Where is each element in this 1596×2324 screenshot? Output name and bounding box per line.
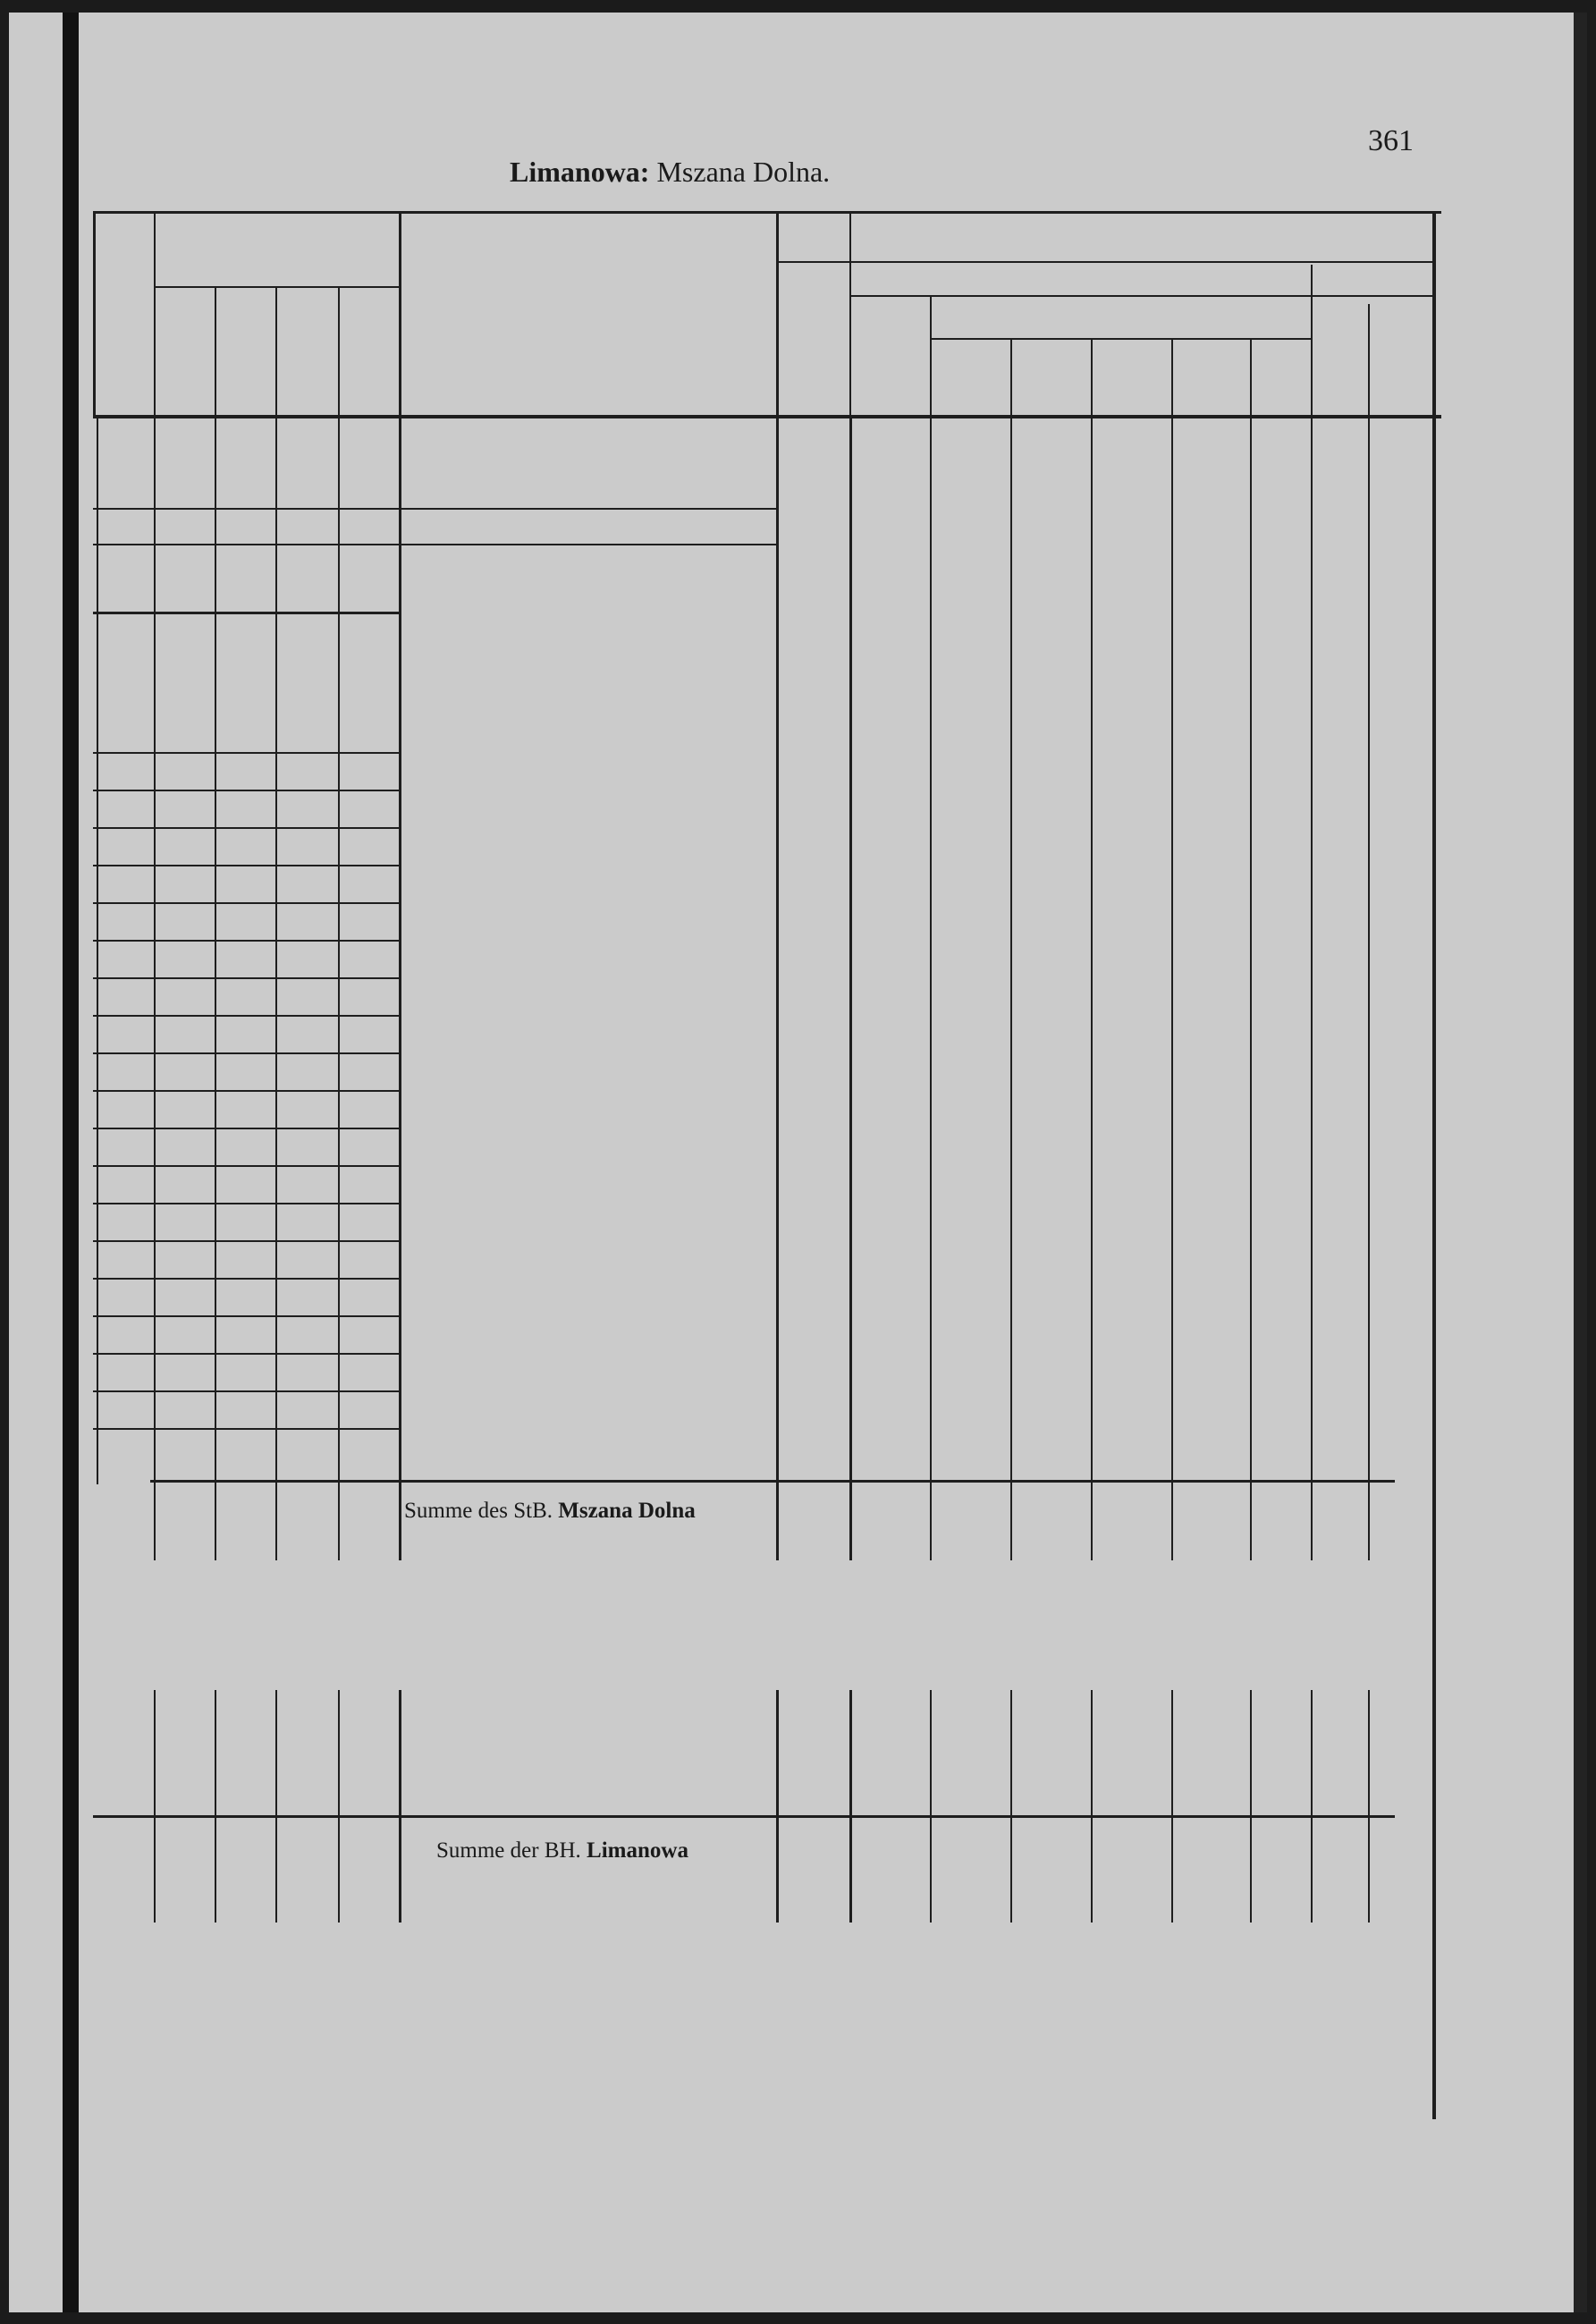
- gg-cell-schweine: [338, 941, 392, 978]
- body-area-rule-8: [1368, 418, 1370, 1560]
- og-cell-hutw: [1171, 511, 1243, 544]
- rekap-summe-gross: [1311, 1833, 1361, 1869]
- gg-cell-rinder: [215, 866, 268, 903]
- body-area-rule-2: [930, 418, 932, 1560]
- page-number: 361: [1368, 124, 1414, 157]
- gg-cell-pferde: [154, 903, 207, 941]
- gg-cell-schafe: [275, 1053, 331, 1091]
- table-left-rule: [93, 211, 96, 415]
- page-title: [510, 156, 1136, 189]
- og-row-name: [411, 511, 769, 544]
- gg-cell-schafe: [275, 866, 331, 903]
- og-cell-pferde: [154, 511, 207, 544]
- rekap-sum-rule: [93, 1815, 1395, 1818]
- total-stb-wald: [1250, 1493, 1304, 1529]
- rekap-cell-wald: [1250, 1735, 1304, 1769]
- rekap-lead-dot: [98, 1735, 152, 1770]
- section-gutsgebiete: [183, 675, 398, 707]
- rekap-area-rule-8: [1368, 1690, 1370, 1923]
- rekap-summe-rinder: [215, 1833, 268, 1869]
- page-edge-shadow: [1574, 13, 1587, 2312]
- gg-cell-rinder: [215, 1091, 268, 1128]
- total-stb-schafe: [275, 1493, 331, 1529]
- gg-cell-rinder: [215, 1391, 268, 1429]
- rekap-viehstand-rule-2: [275, 1690, 277, 1923]
- og-row-name: [411, 476, 769, 508]
- og-summe-schweine: [338, 565, 392, 597]
- header-steuerpflichtig: [849, 300, 930, 411]
- gg-row-nr: [98, 1279, 152, 1316]
- rekap-cell-steuer: [849, 1770, 923, 1804]
- total-stb-fabr: [1368, 1493, 1420, 1529]
- gg-cell-pferde: [154, 1241, 207, 1279]
- og-cell-steuer: [849, 476, 923, 508]
- rekap-cell-schweine: [338, 1735, 392, 1769]
- body-name-left-rule: [399, 418, 401, 1560]
- header-fabriken: [1368, 300, 1432, 411]
- rekap-cell-hutw: [1171, 1735, 1243, 1769]
- header-areal: [849, 265, 1311, 295]
- gg-row-nr: [98, 1354, 152, 1391]
- rekap-viehstand-rule-1: [215, 1690, 216, 1923]
- gg-cell-schafe: [275, 828, 331, 866]
- gg-cell-schafe: [275, 1391, 331, 1429]
- davon-subrule: [930, 338, 1311, 340]
- gg-cell-rinder: [215, 715, 268, 753]
- gg-cell-rinder: [215, 1166, 268, 1204]
- total-stb-schweine: [338, 1493, 392, 1529]
- og-cell-fabr: [1368, 511, 1420, 544]
- gg-cell-schweine: [338, 978, 392, 1016]
- header-davon: [930, 302, 1311, 334]
- gg-cell-rinder: [215, 1016, 268, 1053]
- gg-row-nr: [98, 866, 152, 903]
- section-ortsgemeinden: [170, 434, 402, 466]
- gg-cell-schafe: [275, 941, 331, 978]
- header-hutw: [1171, 344, 1250, 411]
- header-schweine: [338, 295, 399, 411]
- header-wiesen: [1010, 344, 1091, 411]
- rekap-cell-gaerten: [1091, 1770, 1164, 1804]
- rekap-cell-wiesen: [1010, 1735, 1084, 1769]
- gg-cell-pferde: [154, 828, 207, 866]
- gg-cell-schafe: [275, 753, 331, 790]
- gg-row-nr: [98, 1166, 152, 1204]
- gg-cell-pferde: [154, 978, 207, 1016]
- og-cell-rinder: [215, 476, 268, 508]
- og-cell-schafe: [275, 511, 331, 544]
- og-cell-gross: [1311, 476, 1361, 508]
- og-cell-rinder: [215, 511, 268, 544]
- rekap-summe-label: [436, 1833, 776, 1869]
- og-row-rule: [93, 544, 776, 545]
- gg-row-nr: [98, 1053, 152, 1091]
- header-katastralgemeinden: [776, 220, 1432, 256]
- gg-summe-schweine: [338, 1435, 392, 1471]
- og-cell-wiesen: [1010, 476, 1084, 508]
- header-bezirk-line3: [399, 324, 776, 354]
- gg-cell-pferde: [154, 866, 207, 903]
- gg-row-nr: [98, 1241, 152, 1279]
- og-cell-wiesen: [1010, 511, 1084, 544]
- header-wald: [1250, 344, 1311, 411]
- gg-row-nr: [98, 828, 152, 866]
- gg-cell-schweine: [338, 1091, 392, 1128]
- body-area-rule-6: [1250, 418, 1252, 1560]
- total-stb-pferde: [154, 1493, 207, 1529]
- gg-cell-pferde: [154, 753, 207, 790]
- total-stb-gross: [1311, 1493, 1361, 1529]
- rekap-name-rule: [399, 1690, 401, 1923]
- rekap-summe-label-prefix: Summe der BH.: [436, 1838, 587, 1863]
- gg-row-nr: [98, 1391, 152, 1429]
- og-cell-fabr: [1368, 476, 1420, 508]
- gg-cell-rinder: [215, 941, 268, 978]
- gg-row-nr: [98, 715, 152, 753]
- rekap-summe-hutw: [1171, 1833, 1243, 1869]
- gg-cell-rinder: [215, 1354, 268, 1391]
- rekap-area-rule-6: [1250, 1690, 1252, 1923]
- header-grossgrund: [1311, 300, 1368, 411]
- header-pferde: [154, 295, 215, 411]
- gg-cell-schafe: [275, 978, 331, 1016]
- rekap-cell-gaerten: [1091, 1735, 1164, 1769]
- body-area-rule-7: [1311, 418, 1313, 1560]
- gg-cell-schafe: [275, 1316, 331, 1354]
- gg-row-nr: [98, 1091, 152, 1128]
- rekap-area-rule-0: [776, 1690, 779, 1923]
- header-schafe: [275, 295, 338, 411]
- og-cell-ganzen: [776, 476, 842, 508]
- rekap-cell-ganzen: [776, 1770, 842, 1804]
- binding-shadow: [63, 13, 79, 2312]
- header-gaerten: [1091, 344, 1171, 411]
- gg-cell-pferde: [154, 715, 207, 753]
- header-anzahl: [1311, 268, 1432, 293]
- gg-cell-schweine: [338, 1053, 392, 1091]
- gg-cell-pferde: [154, 941, 207, 978]
- anzahl-subrule: [1311, 295, 1432, 297]
- rekap-row-name: [408, 1735, 765, 1769]
- rekap-summe-label-name: Limanowa: [587, 1838, 688, 1863]
- body-area-rule-1: [849, 418, 852, 1560]
- rekap-row-name: [408, 1770, 765, 1804]
- og-cell-aecker: [930, 476, 1003, 508]
- rekap-area-rule-2: [930, 1690, 932, 1923]
- total-stb-hutw: [1171, 1493, 1243, 1529]
- table-right-rule: [1432, 211, 1436, 2119]
- gg-cell-schweine: [338, 1166, 392, 1204]
- gg-cell-rinder: [215, 1279, 268, 1316]
- rekap-cell-wald: [1250, 1770, 1304, 1804]
- rekap-cell-schweine: [338, 1770, 392, 1804]
- og-cell-steuer: [849, 511, 923, 544]
- total-stb-label-prefix: Summe des StB.: [404, 1499, 559, 1523]
- gg-row-nr: [98, 1016, 152, 1053]
- rekap-cell-hutw: [1171, 1770, 1243, 1804]
- gg-cell-pferde: [154, 1091, 207, 1128]
- gg-cell-pferde: [154, 790, 207, 828]
- gg-cell-schweine: [338, 1279, 392, 1316]
- gg-summe-pferde: [154, 1435, 207, 1471]
- header-nr-column: [98, 215, 152, 411]
- og-row-rule: [93, 508, 776, 510]
- viehstand-subrule: [154, 286, 399, 288]
- header-im-ganzen: [776, 300, 849, 411]
- og-cell-gaerten: [1091, 476, 1164, 508]
- og-summe-label: [97, 565, 154, 597]
- rekap-cell-schafe: [275, 1770, 331, 1804]
- og-cell-gross: [1311, 511, 1361, 544]
- page: [9, 13, 1587, 2312]
- body-area-rule-3: [1010, 418, 1012, 1560]
- gg-row-nr: [98, 790, 152, 828]
- gg-cell-schafe: [275, 715, 331, 753]
- rekap-summe-pferde: [154, 1833, 207, 1869]
- rekap-cell-rinder: [215, 1770, 268, 1804]
- og-summe-schafe: [275, 565, 331, 597]
- gg-summe-schafe: [275, 1435, 331, 1471]
- gg-cell-schafe: [275, 1128, 331, 1166]
- gg-cell-rinder: [215, 753, 268, 790]
- gg-cell-schweine: [338, 715, 392, 753]
- body-area-rule-4: [1091, 418, 1093, 1560]
- header-bezirk-line2: [399, 292, 776, 322]
- rekap-cell-aecker: [930, 1735, 1003, 1769]
- rekap-cell-aecker: [930, 1770, 1003, 1804]
- gg-cell-schafe: [275, 1204, 331, 1241]
- header-viehstand: [154, 229, 399, 265]
- rekap-summe-aecker: [930, 1833, 1003, 1869]
- gg-cell-schweine: [338, 866, 392, 903]
- gg-row-nr: [98, 978, 152, 1016]
- gg-cell-schweine: [338, 1316, 392, 1354]
- og-cell-wald: [1250, 511, 1304, 544]
- rekap-cell-ganzen: [776, 1735, 842, 1769]
- body-area-rule-0: [776, 418, 779, 1560]
- gg-cell-schweine: [338, 753, 392, 790]
- total-stb-gaerten: [1091, 1493, 1164, 1529]
- total-stb-rinder: [215, 1493, 268, 1529]
- rekap-area-rule-3: [1010, 1690, 1012, 1923]
- body-area-rule-5: [1171, 418, 1173, 1560]
- gg-cell-pferde: [154, 1053, 207, 1091]
- gg-cell-schweine: [338, 1391, 392, 1429]
- rekap-viehstand-rule-0: [154, 1690, 156, 1923]
- gg-row-nr: [98, 1316, 152, 1354]
- gg-cell-schafe: [275, 1354, 331, 1391]
- gg-cell-schafe: [275, 1091, 331, 1128]
- gg-row-nr: [98, 753, 152, 790]
- og-row-nr: [98, 476, 152, 508]
- gg-row-nr: [98, 1128, 152, 1166]
- gg-cell-pferde: [154, 1016, 207, 1053]
- gg-cell-schweine: [338, 1128, 392, 1166]
- gg-cell-schafe: [275, 1016, 331, 1053]
- rekap-cell-steuer: [849, 1735, 923, 1769]
- header-bottom-rule: [93, 415, 1441, 418]
- gg-cell-schafe: [275, 1279, 331, 1316]
- gg-row-nr: [98, 941, 152, 978]
- rekap-area-rule-1: [849, 1690, 852, 1923]
- total-stb-aecker: [930, 1493, 1003, 1529]
- og-summe-rule: [93, 612, 399, 614]
- total-stb-label-name: Mszana Dolna: [558, 1499, 696, 1523]
- gg-cell-schafe: [275, 790, 331, 828]
- rekap-cell-pferde: [154, 1735, 207, 1769]
- rekap-summe-wiesen: [1010, 1833, 1084, 1869]
- og-cell-aecker: [930, 511, 1003, 544]
- og-cell-pferde: [154, 476, 207, 508]
- gg-cell-pferde: [154, 1128, 207, 1166]
- rekap-cell-rinder: [215, 1735, 268, 1769]
- rekap-cell-wiesen: [1010, 1770, 1084, 1804]
- og-summe-pferde: [154, 565, 207, 597]
- gg-cell-rinder: [215, 1204, 268, 1241]
- og-cell-schweine: [338, 511, 392, 544]
- rekap-summe-fabr: [1368, 1833, 1420, 1869]
- rekap-cell-pferde: [154, 1770, 207, 1804]
- total-stb-label: [404, 1493, 771, 1529]
- gg-cell-rinder: [215, 903, 268, 941]
- rekap-viehstand-rule-3: [338, 1690, 340, 1923]
- rekap-area-rule-4: [1091, 1690, 1093, 1923]
- title-subdistrict: Mszana Dolna.: [649, 156, 831, 188]
- header-aecker: [930, 344, 1010, 411]
- areal-subrule: [849, 295, 1311, 297]
- rekap-area-rule-5: [1171, 1690, 1173, 1923]
- total-stb-wiesen: [1010, 1493, 1084, 1529]
- gg-cell-schweine: [338, 790, 392, 828]
- total-stb-steuer: [849, 1493, 923, 1529]
- rekap-cell-schafe: [275, 1735, 331, 1769]
- gg-cell-schweine: [338, 1354, 392, 1391]
- rekap-area-rule-7: [1311, 1690, 1313, 1923]
- katastral-subrule: [776, 261, 1432, 263]
- rekap-cell-gross: [1311, 1735, 1361, 1769]
- gg-cell-schafe: [275, 1166, 331, 1204]
- rekap-summe-ganzen: [776, 1833, 842, 1869]
- rekap-summe-schafe: [275, 1833, 331, 1869]
- gg-cell-schweine: [338, 1241, 392, 1279]
- gg-cell-schweine: [338, 1204, 392, 1241]
- gg-cell-schweine: [338, 1016, 392, 1053]
- gg-cell-rinder: [215, 1241, 268, 1279]
- gg-cell-rinder: [215, 790, 268, 828]
- gg-cell-rinder: [215, 828, 268, 866]
- og-row-nr: [98, 511, 152, 544]
- rekap-summe-schweine: [338, 1833, 392, 1869]
- title-district: Limanowa:: [510, 156, 650, 188]
- gg-row-rule: [93, 1428, 399, 1430]
- gg-cell-pferde: [154, 1204, 207, 1241]
- gg-cell-rinder: [215, 978, 268, 1016]
- gg-cell-schafe: [275, 903, 331, 941]
- total-stb-ganzen: [776, 1493, 842, 1529]
- og-cell-hutw: [1171, 476, 1243, 508]
- header-rinder: [215, 295, 275, 411]
- gg-summe-rinder: [215, 1435, 268, 1471]
- og-summe-rinder: [215, 565, 268, 597]
- gg-cell-schweine: [338, 828, 392, 866]
- og-cell-ganzen: [776, 511, 842, 544]
- og-cell-wald: [1250, 476, 1304, 508]
- og-cell-schafe: [275, 476, 331, 508]
- rekap-summe-steuer: [849, 1833, 923, 1869]
- rekap-summe-gaerten: [1091, 1833, 1164, 1869]
- gg-cell-rinder: [215, 1128, 268, 1166]
- gg-cell-rinder: [215, 1053, 268, 1091]
- gg-cell-pferde: [154, 1279, 207, 1316]
- rekap-subtitle: [399, 1694, 776, 1726]
- gg-row-nr: [98, 903, 152, 941]
- gg-summe-label: [97, 1435, 154, 1471]
- rekap-cell-gross: [1311, 1770, 1361, 1804]
- total-top-rule: [150, 1480, 1395, 1483]
- gg-cell-schafe: [275, 1241, 331, 1279]
- rekap-summe-wald: [1250, 1833, 1304, 1869]
- gg-cell-pferde: [154, 1166, 207, 1204]
- gg-cell-schweine: [338, 903, 392, 941]
- rekap-cell-fabr: [1368, 1770, 1420, 1804]
- og-cell-gaerten: [1091, 511, 1164, 544]
- gg-cell-pferde: [154, 1354, 207, 1391]
- gg-row-nr: [98, 1204, 152, 1241]
- rekap-title: [501, 1635, 1037, 1670]
- table-top-rule: [93, 211, 1441, 214]
- rekap-cell-fabr: [1368, 1735, 1420, 1769]
- gg-cell-pferde: [154, 1316, 207, 1354]
- header-bezirk-line1: [399, 259, 776, 290]
- gg-cell-pferde: [154, 1391, 207, 1429]
- og-cell-schweine: [338, 476, 392, 508]
- gg-cell-rinder: [215, 1316, 268, 1354]
